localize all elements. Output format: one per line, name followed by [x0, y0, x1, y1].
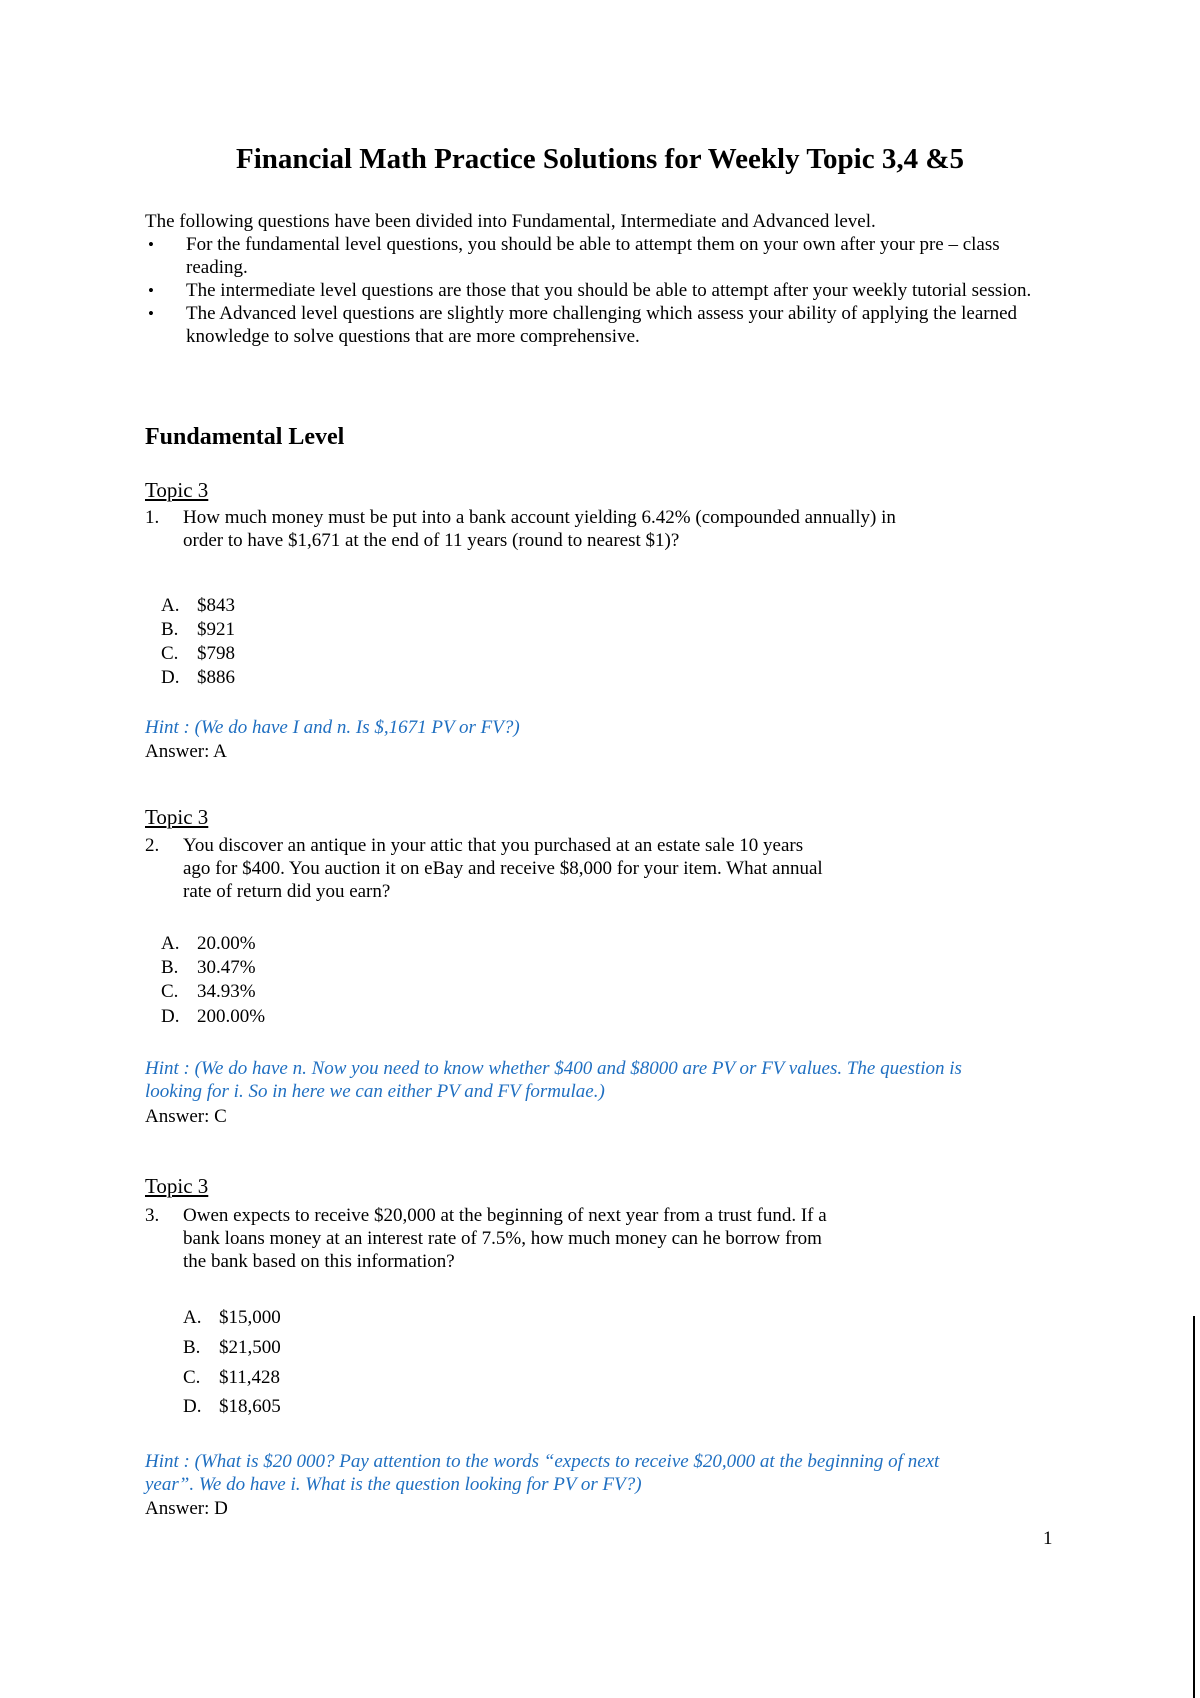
question-2-option-a: A. 20.00% [161, 933, 256, 954]
section-heading: Fundamental Level [145, 424, 345, 450]
bullet-item-fundamental [145, 233, 1065, 279]
bullet-text: The Advanced level questions are slightly more challenging which assess your ability of applying the learned knowledge to solve questions that are more comprehensive. [186, 303, 1018, 347]
question-1-text: How much money must be put into a bank account yielding 6.42% (compounded annually) in order to have $1,671 at the end of 11 years (round to nearest $1)? [183, 507, 896, 551]
question-1-number: 1. [145, 507, 160, 528]
document-title: Financial Math Practice Solutions for Weekly Topic 3,4 &5 [236, 143, 964, 175]
question-2-text: You discover an antique in your attic that you purchased at an estate sale 10 years ago for $400. You auction it on eBay and receive $8,000 for your item. What annual rate of return did you earn? [183, 835, 823, 902]
question-3-answer: Answer: D [145, 1498, 228, 1519]
intro-paragraph: The following questions have been divided into Fundamental, Intermediate and Advanced level. [145, 211, 876, 232]
question-3-number: 3. [145, 1205, 160, 1226]
level-bullet-list [145, 233, 1065, 348]
page-edge-rule [1193, 1316, 1195, 1698]
page-number: 1 [1043, 1528, 1053, 1549]
bullet-icon: • [148, 235, 154, 254]
question-1-option-d: D. $886 [161, 667, 235, 688]
question-1-option-c: C. $798 [161, 643, 235, 664]
question-1-option-b: B. $921 [161, 619, 235, 640]
question-3-option-b: B. $21,500 [183, 1337, 281, 1358]
question-2-hint: Hint : (We do have n. Now you need to know whether $400 and $8000 are PV or FV values. The question is looking for i. So in here we can either PV and FV formulae.) [145, 1058, 962, 1102]
question-3-hint: Hint : (What is $20 000? Pay attention to the words “expects to receive $20,000 at the beginning of next year”. We do have i. What is the question looking for PV or FV?) [145, 1451, 940, 1495]
question-2-number: 2. [145, 835, 160, 856]
bullet-item-intermediate [145, 279, 1065, 302]
question-2-option-d: D. 200.00% [161, 1006, 266, 1027]
question-3-option-d: D. $18,605 [183, 1396, 281, 1417]
question-3-option-a: A. $15,000 [183, 1307, 281, 1328]
question-1-answer: Answer: A [145, 741, 227, 762]
bullet-text: For the fundamental level questions, you should be able to attempt them on your own after your pre – class reading. [186, 234, 1000, 278]
bullet-icon: • [148, 304, 154, 323]
question-2-topic: Topic 3 [145, 805, 209, 829]
question-2-option-b: B. 30.47% [161, 957, 256, 978]
question-2-answer: Answer: C [145, 1106, 227, 1127]
bullet-icon: • [148, 281, 154, 300]
question-3-topic: Topic 3 [145, 1174, 209, 1198]
question-1-topic: Topic 3 [145, 478, 209, 502]
question-1-option-a: A. $843 [161, 595, 235, 616]
question-1-hint: Hint : (We do have I and n. Is $,1671 PV or FV?) [145, 717, 520, 738]
bullet-text: The intermediate level questions are those that you should be able to attempt after your weekly tutorial session. [186, 280, 1032, 301]
question-3-option-c: C. $11,428 [183, 1367, 281, 1388]
question-3-text: Owen expects to receive $20,000 at the beginning of next year from a trust fund. If a bank loans money at an interest rate of 7.5%, how much money can he borrow from the bank based on this information? [183, 1205, 827, 1272]
bullet-item-advanced [145, 302, 1065, 348]
question-2-option-c: C. 34.93% [161, 981, 256, 1002]
